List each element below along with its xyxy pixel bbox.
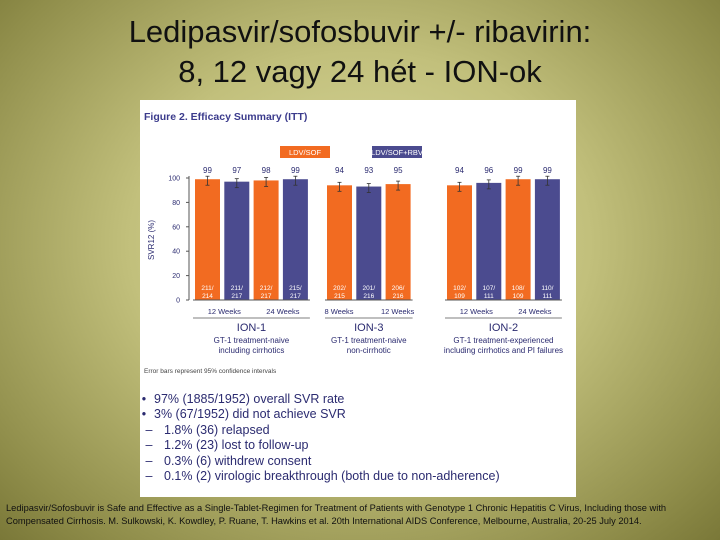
figure-panel: [140, 100, 576, 497]
study-desc-1: GT-1 treatment-naive: [331, 336, 407, 345]
bullet-marker: –: [145, 453, 153, 468]
study-label: ION-3: [354, 322, 384, 334]
bar-d-label: 217: [231, 293, 243, 300]
bar-value-label: 99: [203, 166, 212, 175]
citation: Ledipasvir/Sofosbuvir is Safe and Effective as a Single-Tablet-Regimen for Treatment of Patients with Genotype 1 Chronic Hepatitis C Virus, Including those with Compensated Cirrhosis. M. Sulkowski, K. Kowdley, P. Ruane, T. Hawkins et al. 20th International AIDS Conference, Melbourne, Australia, 20-25 July 2014.: [6, 503, 667, 526]
bar-d-label: 215: [334, 293, 345, 300]
bar-value-label: 98: [261, 166, 271, 175]
bar-value-label: 96: [484, 166, 494, 175]
bar: [386, 184, 411, 300]
study-desc-1: GT-1 treatment-experienced: [453, 336, 554, 345]
bar-value-label: 99: [513, 166, 523, 175]
title-line-2: 8, 12 vagy 24 hét - ION-ok: [178, 54, 542, 89]
slide-title: [0, 12, 720, 92]
bar-d-label: 216: [363, 293, 375, 300]
bar-n-label: 211/: [230, 285, 243, 292]
legend-label: LDV/SOF: [288, 148, 322, 157]
duration-label: 12 Weeks: [380, 307, 415, 316]
bar-n-label: 206/: [391, 285, 405, 292]
bullet-text: 97% (1885/1952) overall SVR rate: [154, 392, 345, 406]
study-desc-2: non-cirrhotic: [346, 346, 391, 355]
bar-d-label: 111: [542, 293, 553, 300]
duration-label: 24 Weeks: [518, 307, 552, 316]
bar: [283, 179, 308, 300]
bar-n-label: 107/: [482, 285, 496, 292]
bar-d-label: 214: [202, 293, 213, 300]
bullet-item: [134, 392, 564, 407]
bullet-text: 3% (67/1952) did not achieve SVR: [154, 407, 346, 422]
duration-label: 24 Weeks: [266, 307, 300, 316]
bar-value-label: 99: [290, 166, 300, 175]
bar-value-label: 93: [364, 166, 374, 175]
bullet-text: 1.2% (23) lost to follow-up: [164, 438, 309, 453]
study-desc-1: GT-1 treatment-naive: [213, 336, 290, 345]
bar-value-label: 99: [542, 166, 552, 175]
figure-title: Figure 2. Efficacy Summary (ITT): [144, 111, 308, 123]
bullet-text: 0.3% (6) withdrew consent: [164, 453, 312, 468]
bar: [535, 179, 560, 300]
bar-value-label: 94: [335, 166, 344, 175]
bar: [476, 183, 501, 300]
bullet-text: 1.8% (36) relapsed: [164, 422, 270, 437]
bar-n-label: 108/: [511, 285, 525, 292]
bar: [254, 180, 279, 300]
bar: [195, 179, 220, 300]
duration-label: 8 Weeks: [324, 307, 354, 316]
y-tick-label: 100: [168, 175, 180, 183]
bar-value-label: 94: [455, 166, 464, 175]
bar-n-label: 211/: [201, 285, 214, 292]
duration-label: 12 Weeks: [459, 307, 493, 316]
y-tick-label: 60: [172, 224, 180, 232]
y-tick-label: 20: [172, 273, 180, 281]
bullet-item: [134, 423, 564, 438]
study-label: ION-1: [236, 322, 267, 334]
study-desc-2: including cirrhotics: [218, 346, 285, 355]
study-label: ION-2: [488, 322, 519, 334]
bullet-list: [134, 392, 564, 484]
bullet-marker: –: [145, 468, 153, 483]
bar-n-label: 202/: [333, 285, 346, 292]
bar-d-label: 217: [289, 293, 301, 300]
bar: [506, 179, 531, 300]
bar-d-label: 217: [260, 293, 272, 300]
bar-n-label: 201/: [362, 285, 376, 292]
bullet-item: [134, 407, 564, 422]
bar: [224, 182, 249, 300]
bar-n-label: 110/: [541, 285, 554, 292]
y-tick-label: 0: [176, 297, 180, 305]
bar: [327, 185, 352, 300]
bullet-item: [134, 469, 564, 484]
bullet-marker: •: [141, 392, 147, 406]
title-line-1: Ledipasvir/sofosbuvir +/- ribavirin:: [128, 14, 592, 49]
y-axis-label: SVR12 (%): [147, 219, 156, 261]
bar-n-label: 212/: [259, 285, 273, 292]
error-bar-note: Error bars represent 95% confidence intervals: [144, 368, 277, 375]
bullet-marker: –: [145, 422, 153, 437]
bullet-text: 0.1% (2) virologic breakthrough (both due to non-adherence): [164, 468, 500, 483]
bar-d-label: 111: [483, 293, 494, 300]
bar: [447, 185, 472, 300]
bullet-item: [134, 438, 564, 453]
duration-label: 12 Weeks: [207, 307, 241, 316]
y-tick-label: 80: [172, 199, 180, 207]
bar-n-label: 102/: [453, 285, 466, 292]
bar: [356, 187, 381, 300]
bullet-item: [134, 454, 564, 469]
bullet-marker: •: [141, 407, 147, 422]
legend-label: LDV/SOF+RBV: [371, 148, 423, 157]
bar-d-label: 216: [392, 293, 404, 300]
bullet-marker: –: [145, 438, 153, 453]
study-desc-2: including cirrhotics and PI failures: [443, 346, 564, 355]
efficacy-chart: [140, 100, 576, 392]
bar-n-label: 215/: [289, 285, 302, 292]
bar-d-label: 109: [454, 293, 465, 300]
y-tick-label: 40: [172, 248, 180, 256]
bar-d-label: 109: [512, 293, 524, 300]
bar-value-label: 95: [393, 166, 403, 175]
bar-value-label: 97: [232, 166, 242, 175]
